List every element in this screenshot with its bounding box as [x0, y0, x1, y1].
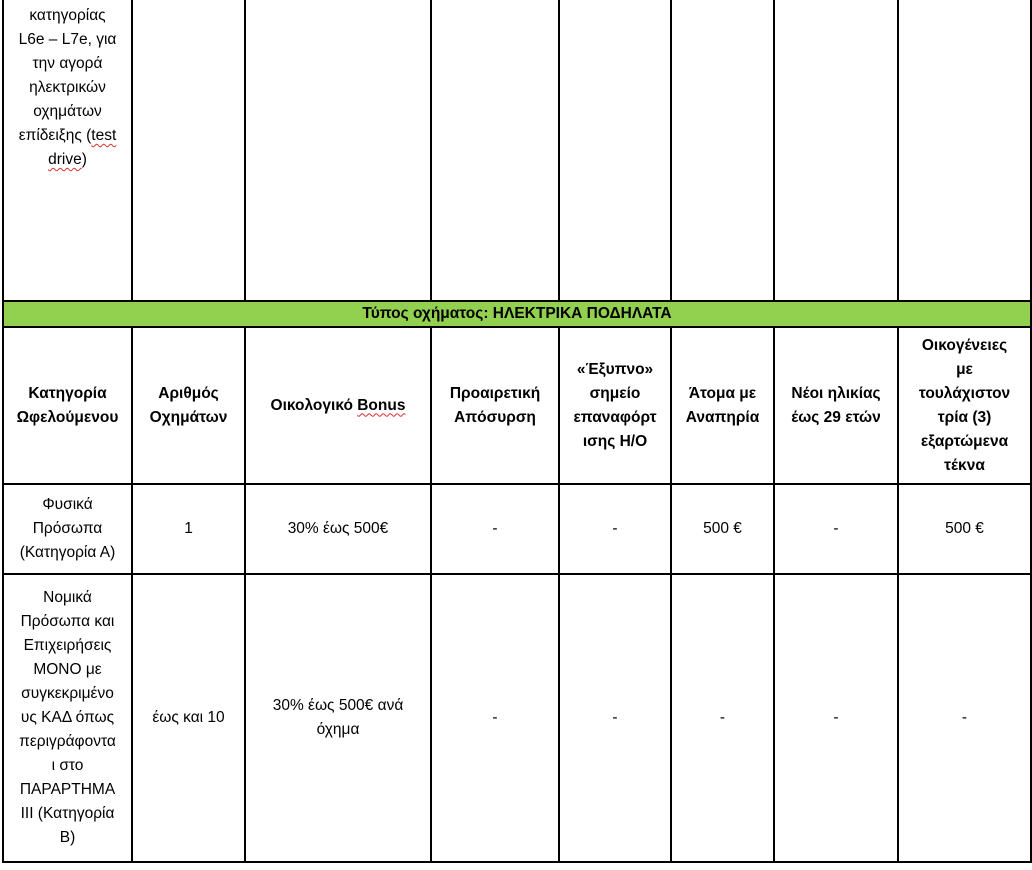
header-beneficiary-category [3, 327, 132, 484]
continued-line-6-text: επίδειξης ( [18, 127, 92, 144]
disabled-cell: - [671, 574, 774, 862]
continued-row [3, 0, 1031, 301]
empty-cell [774, 0, 898, 301]
cell-line: συγκεκριμένο [21, 685, 114, 702]
empty-cell [132, 0, 245, 301]
cell-line: (Κατηγορία Α) [19, 544, 116, 561]
header-line: σημείο [589, 384, 641, 402]
table-row [3, 574, 1031, 862]
continued-line-7-text: ) [81, 151, 87, 168]
continued-line-3: την αγορά [32, 55, 103, 72]
header-line: Κατηγορία [28, 384, 107, 402]
optional-scrappage-cell: - [431, 574, 559, 862]
cell-line: περιγράφοντα [19, 733, 116, 750]
category-cell [3, 484, 132, 574]
category-cell [3, 574, 132, 862]
continued-line-4: ηλεκτρικών [29, 79, 106, 96]
cell-line: ΠΑΡΑΡΤΗΜΑ [19, 781, 116, 798]
header-families [898, 327, 1031, 484]
header-line: τρία (3) [937, 408, 992, 426]
header-eco-bonus-text: Οικολογικό [270, 396, 358, 414]
column-header-row [3, 327, 1031, 484]
cell-line: 30% έως 500€ [287, 520, 389, 537]
families-cell: 500 € [898, 484, 1031, 574]
header-line: έως 29 ετών [791, 408, 881, 426]
eco-bonus-cell [245, 574, 431, 862]
header-smart-charging [559, 327, 671, 484]
continued-category-cell [3, 0, 132, 301]
continued-line-6 [7, 124, 128, 148]
header-line: Προαιρετική [449, 384, 541, 402]
young-cell: - [774, 484, 898, 574]
smart-charging-cell: - [559, 484, 671, 574]
families-cell: - [898, 574, 1031, 862]
header-line: Άτομα με [688, 384, 757, 402]
cell-line: ΜΟΝΟ με [33, 661, 102, 678]
cell-line: Πρόσωπα [32, 520, 103, 537]
smart-charging-cell: - [559, 574, 671, 862]
cell-line: ι στο [51, 757, 84, 774]
header-line: επαναφόρτ [573, 408, 657, 426]
disabled-cell: 500 € [671, 484, 774, 574]
empty-cell [898, 0, 1031, 301]
spellcheck-bonus: Bonus [357, 396, 406, 414]
continued-line-2: L6e – L7e, για [18, 31, 117, 48]
header-vehicle-count [132, 327, 245, 484]
header-optional-scrappage [431, 327, 559, 484]
header-line: «Έξυπνο» [576, 360, 654, 378]
header-disabled [671, 327, 774, 484]
subsidy-table [2, 0, 1032, 863]
header-line: Ωφελούμενου [16, 408, 119, 426]
cell-line: Πρόσωπα και [20, 613, 115, 630]
header-line: Οικογένειες [921, 336, 1008, 354]
empty-cell [431, 0, 559, 301]
header-line: ισης Η/Ο [582, 432, 648, 450]
continued-line-7 [7, 148, 128, 172]
header-line: Αναπηρία [685, 408, 760, 426]
young-cell: - [774, 574, 898, 862]
header-line: τέκνα [944, 456, 985, 474]
empty-cell [559, 0, 671, 301]
header-line: Απόσυρση [454, 408, 536, 426]
spellcheck-drive: drive [48, 151, 82, 168]
header-young [774, 327, 898, 484]
cell-line: Β) [59, 829, 76, 846]
vehicle-count-cell: έως και 10 [132, 574, 245, 862]
section-title: Τύπος οχήματος: ΗΛΕΚΤΡΙΚΑ ΠΟΔΗΛΑΤΑ [3, 301, 1031, 327]
header-line: Οχημάτων [149, 408, 228, 426]
empty-cell [671, 0, 774, 301]
cell-line: υς ΚΑΔ όπως [20, 709, 115, 726]
spellcheck-test: test [91, 127, 117, 144]
header-eco-bonus [245, 327, 431, 484]
cell-line: Φυσικά [42, 496, 93, 513]
cell-line: 30% έως 500€ ανά [272, 697, 404, 714]
header-line: με [956, 360, 973, 378]
header-line: εξαρτώμενα [920, 432, 1009, 450]
cell-line: Νομικά [43, 589, 92, 606]
continued-line-5: οχημάτων [33, 103, 102, 120]
cell-line: όχημα [316, 721, 360, 738]
table-row [3, 484, 1031, 574]
empty-cell [245, 0, 431, 301]
header-line: Νέοι ηλικίας [791, 384, 881, 402]
eco-bonus-cell [245, 484, 431, 574]
optional-scrappage-cell: - [431, 484, 559, 574]
cell-line: III (Κατηγορία [20, 805, 115, 822]
header-line: Αριθμός [158, 384, 219, 402]
cell-line: Επιχειρήσεις [23, 637, 112, 654]
continued-line-1: κατηγορίας [29, 7, 106, 24]
vehicle-count-cell: 1 [132, 484, 245, 574]
section-header-row [3, 301, 1031, 327]
header-line: τουλάχιστον [918, 384, 1011, 402]
